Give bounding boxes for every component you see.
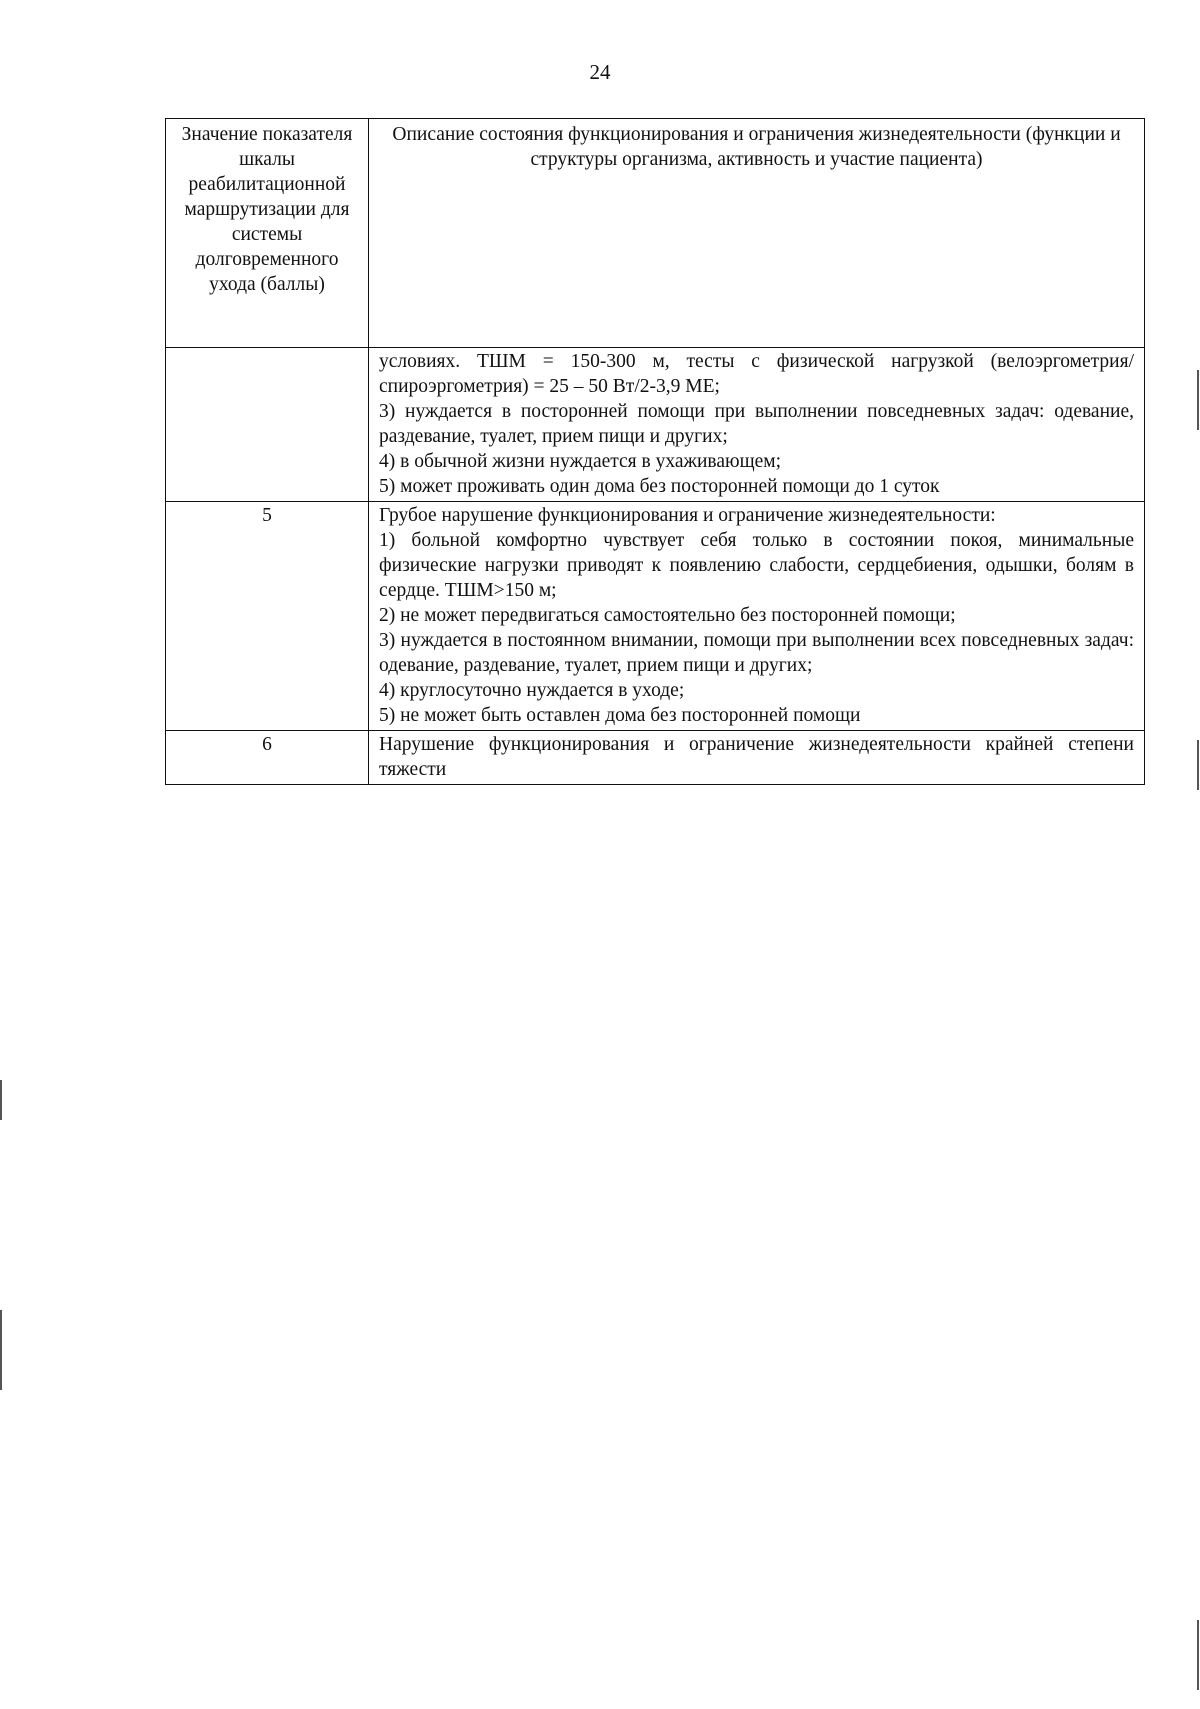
scan-edge-mark xyxy=(1197,740,1199,790)
table-row xyxy=(166,731,1145,785)
header-description-cell xyxy=(369,119,1145,348)
description-line: Нарушение функционирования и ограничение жизнедеятельности крайней степени тяжести xyxy=(379,734,1134,780)
table-header-row xyxy=(166,119,1145,348)
score-value: 6 xyxy=(262,734,272,755)
description-line: 1) больной комфортно чувствует себя только в состоянии покоя, минимальные физические нагрузки приводят к появлению слабости, сердцебиения, одышки, болям в сердце. ТШМ>150 м; xyxy=(379,530,1134,601)
header-description-text: Описание состояния функционирования и ограничения жизнедеятельности (функции и структуры организма, активность и участие пациента) xyxy=(392,124,1121,170)
score-value xyxy=(166,348,368,349)
description-line: 3) нуждается в посторонней помощи при выполнении повседневных задач: одевание, раздевание, туалет, прием пищи и других; xyxy=(379,401,1134,447)
description-line: 4) в обычной жизни нуждается в ухаживающем; xyxy=(379,451,782,472)
scan-edge-mark xyxy=(0,1310,2,1390)
header-score-cell xyxy=(166,119,369,348)
description-line: 3) нуждается в постоянном внимании, помощи при выполнении всех повседневных задач: одевание, раздевание, туалет, прием пищи и других; xyxy=(379,630,1134,676)
score-cell xyxy=(166,502,369,731)
table-row xyxy=(166,502,1145,731)
scan-edge-mark xyxy=(1197,370,1199,430)
score-cell xyxy=(166,731,369,785)
score-cell xyxy=(166,348,369,502)
description-cell xyxy=(369,731,1145,785)
table-row xyxy=(166,348,1145,502)
description-line: условиях. ТШМ = 150-300 м, тесты с физической нагрузкой (велоэргометрия/ спироэргометрия) = 25 – 50 Вт/2-3,9 МЕ; xyxy=(379,351,1134,397)
scan-edge-mark xyxy=(1197,1620,1199,1690)
score-value: 5 xyxy=(262,505,272,526)
scan-edge-mark xyxy=(0,1080,2,1120)
rehab-routing-scale-table xyxy=(165,118,1145,785)
description-cell xyxy=(369,502,1145,731)
header-score-text: Значение показателя шкалы реабилитационной маршрутизации для системы долговременного ухода (баллы) xyxy=(181,124,353,295)
description-line: Грубое нарушение функционирования и ограничение жизнедеятельности: xyxy=(379,505,996,526)
description-line: 5) не может быть оставлен дома без посторонней помощи xyxy=(379,705,861,726)
description-line: 4) круглосуточно нуждается в уходе; xyxy=(379,680,685,701)
description-cell xyxy=(369,348,1145,502)
page-number: 24 xyxy=(589,60,611,84)
description-line: 2) не может передвигаться самостоятельно без посторонней помощи; xyxy=(379,605,956,626)
description-line: 5) может проживать один дома без посторонней помощи до 1 суток xyxy=(379,476,940,497)
